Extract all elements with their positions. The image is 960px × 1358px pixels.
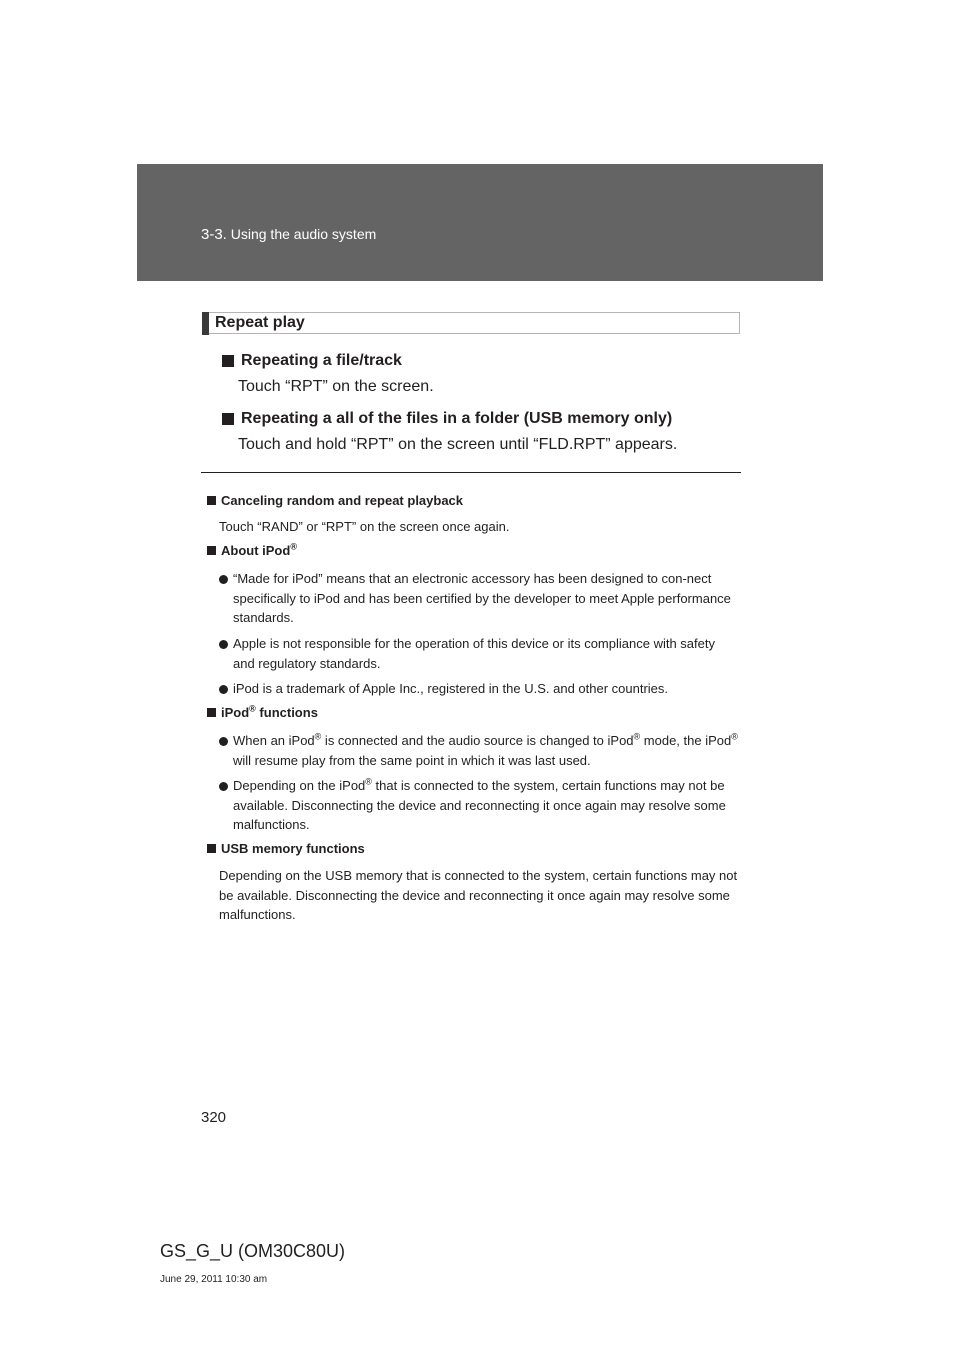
registered-mark: ® [314,731,322,742]
section-number: 3-3. [201,226,227,243]
dot-bullet-icon [219,640,228,649]
note-heading-canceling [207,493,463,508]
dot-bullet-icon [219,737,228,746]
bullet-text-part: mode, the iPod [640,733,732,748]
instruction-repeat-folder: Touch and hold “RPT” on the screen until “FLD.RPT” appears. [238,436,678,453]
subheading-text: Repeating a all of the files in a folder (USB memory only) [241,410,673,427]
note-heading-about-ipod [207,543,297,558]
subheading-repeat-folder [222,410,672,428]
note-heading-text: Canceling random and repeat playback [221,493,464,508]
note-heading-text: iPod [221,705,250,720]
note-heading-text: USB memory functions [221,841,365,856]
header-band [137,164,823,281]
section-heading-box [202,312,740,334]
footer-doc-code: GS_G_U (OM30C80U) [160,1241,346,1261]
bullet-text-part: When an iPod [233,733,315,748]
dot-bullet-icon [219,685,228,694]
note-heading-text: About iPod [221,543,291,558]
registered-mark: ® [365,776,372,787]
note-heading-usb [207,841,365,856]
bullet-text: iPod is a trademark of Apple Inc., registered in the U.S. and other countries. [233,681,669,696]
divider [201,472,741,473]
section-heading: Repeat play [215,314,305,331]
note-heading-text: functions [255,705,318,720]
dot-bullet-icon [219,782,228,791]
bullet-text-part: Depending on the iPod [233,778,366,793]
bullet-text: “Made for iPod” means that an electronic accessory has been designed to con-nect specifically to iPod and has been certified by the developer to meet Apple performance standards. [233,571,731,625]
note-body-usb: Depending on the USB memory that is connected to the system, certain functions may not be available. Disconnecting the device and reconnecting it once again may resolve some malfunctions. [219,868,738,922]
bullet-text-part: is connected and the audio source is changed to iPod [321,733,634,748]
header-title [201,226,376,243]
bullet-text: Apple is not responsible for the operation of this device or its compliance with safety and regulatory standards. [233,636,715,671]
square-bullet-icon [222,413,234,425]
instruction-repeat-track: Touch “RPT” on the screen. [238,378,434,395]
section-title-text: Using the audio system [230,226,377,242]
bullet-text [233,776,739,835]
page-number: 320 [201,1109,227,1126]
bullet-text-part: that is connected to the system, certain functions may not be available. Disconnecting the device and reconnecting it once again may resolve some malfunctions. [233,778,726,832]
square-bullet-icon [207,844,216,853]
registered-mark: ® [290,541,297,552]
square-bullet-icon [207,496,216,505]
note-body-canceling: Touch “RAND” or “RPT” on the screen once again. [219,519,510,534]
registered-mark: ® [249,703,256,714]
square-bullet-icon [207,708,216,717]
subheading-repeat-track [222,352,402,370]
dot-bullet-icon [219,575,228,584]
section-heading-bar [202,312,209,335]
note-heading-ipod-functions [207,705,318,720]
footer-date: June 29, 2011 10:30 am [160,1274,268,1285]
subheading-text: Repeating a file/track [241,352,402,369]
registered-mark: ® [633,731,641,742]
square-bullet-icon [222,355,234,367]
registered-mark: ® [731,731,738,742]
square-bullet-icon [207,546,216,555]
bullet-text-part: will resume play from the same point in which it was last used. [233,752,591,768]
bullet-text [233,731,739,770]
